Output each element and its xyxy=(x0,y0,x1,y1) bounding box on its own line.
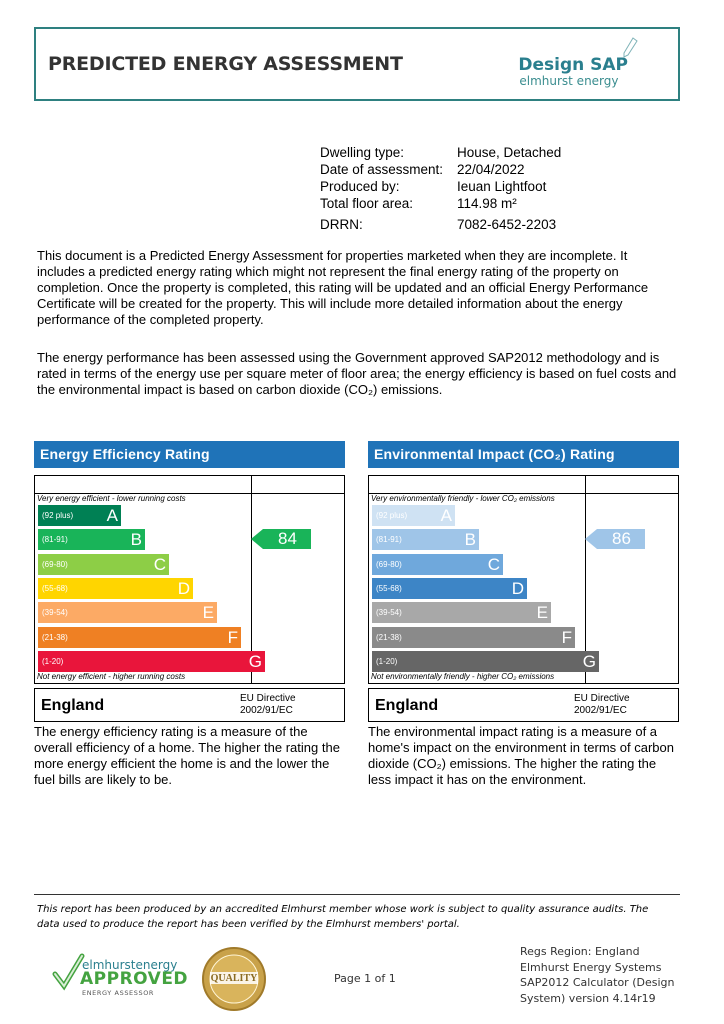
detail-row xyxy=(320,196,561,213)
band-f xyxy=(372,627,575,648)
band-letter: A xyxy=(106,506,118,525)
band-letter: F xyxy=(227,627,238,647)
band-letter: E xyxy=(536,603,548,623)
page-number: Page 1 of 1 xyxy=(334,972,396,985)
regs-line: System) version 4.14r19 xyxy=(520,991,656,1005)
detail-value: Ieuan Lightfoot xyxy=(457,179,547,194)
band-letter: B xyxy=(464,530,476,550)
directive-line: 2002/91/EC xyxy=(574,705,627,716)
band-range: (39-54) xyxy=(42,608,68,618)
detail-row xyxy=(320,162,561,179)
detail-value: 114.98 m² xyxy=(457,196,517,211)
environmental-impact-panel xyxy=(368,441,679,788)
detail-label: Dwelling type: xyxy=(320,145,405,160)
band-letter: E xyxy=(202,603,214,623)
env-directive xyxy=(574,693,630,717)
band-range: (69-80) xyxy=(42,559,68,569)
page-title: PREDICTED ENERGY ASSESSMENT xyxy=(48,53,403,75)
energy-rating-chart xyxy=(34,475,345,684)
band-range: (55-68) xyxy=(376,583,402,593)
methodology-paragraph: The energy performance has been assessed using the Government approved SAP2012 methodology and is rated in terms of the energy use per square meter of floor area; the energy efficiency is based on fuel costs and the environmental impact is based on carbon dioxide (CO₂) emissions. xyxy=(37,350,677,397)
detail-value: House, Detached xyxy=(457,145,562,160)
band-g xyxy=(38,651,265,672)
band-letter: D xyxy=(177,578,190,598)
band-letter: A xyxy=(440,506,452,525)
logo-sub-text: elmhurst energy xyxy=(519,74,619,88)
env-footer-box xyxy=(368,688,679,722)
detail-row xyxy=(320,179,561,196)
directive-line: EU Directive xyxy=(574,693,630,704)
band-d xyxy=(372,578,527,599)
env-description: The environmental impact rating is a measure of a home's impact on the environment in terms of carbon dioxide (CO₂) emissions. The higher the rating the less impact it has on the environment. xyxy=(368,724,674,787)
energy-rating-value: 84 xyxy=(278,529,297,549)
band-range: (92 plus) xyxy=(376,511,408,520)
env-rating-arrow xyxy=(585,529,645,549)
band-a xyxy=(38,505,121,526)
energy-country: England xyxy=(41,697,105,714)
energy-description: The energy efficiency rating is a measure of the overall efficiency of a home. The higher the rating the more energy efficient the home is and the lower the fuel bills are likely to be. xyxy=(34,724,340,787)
band-range: (21-38) xyxy=(376,632,402,642)
detail-row xyxy=(320,217,561,234)
regs-line: SAP2012 Calculator (Design xyxy=(520,976,675,989)
env-note-top: Very environmentally friendly - lower CO₂ emissions xyxy=(371,494,555,503)
directive-line: EU Directive xyxy=(240,693,296,704)
regs-line: Regs Region: England xyxy=(520,945,640,958)
band-range: (81-91) xyxy=(376,535,402,545)
detail-label: Total floor area: xyxy=(320,196,414,211)
footer-disclaimer: This report has been produced by an accredited Elmhurst member whose work is subject to quality assurance audits. The data used to produce the report has been verified by the Elmhurst members' portal. xyxy=(37,904,649,930)
regs-info xyxy=(520,944,680,1006)
band-letter: C xyxy=(487,554,500,574)
detail-label: DRRN: xyxy=(320,217,363,232)
approved-assessor-logo xyxy=(52,952,190,998)
band-a xyxy=(372,505,455,526)
band-letter: D xyxy=(511,578,524,598)
env-rating-chart xyxy=(368,475,679,684)
energy-panel-title: Energy Efficiency Rating xyxy=(34,441,345,468)
dwelling-details xyxy=(320,145,561,234)
regs-line: Elmhurst Energy Systems xyxy=(520,960,662,974)
env-note-bottom: Not environmentally friendly - higher CO₂ emissions xyxy=(371,672,555,681)
directive-line: 2002/91/EC xyxy=(240,705,293,716)
header-banner xyxy=(34,27,680,101)
detail-row xyxy=(320,145,561,162)
band-b xyxy=(372,529,479,550)
detail-value: 7082-6452-2203 xyxy=(457,217,557,232)
logo-main-text: Design SAP xyxy=(518,55,628,75)
band-e xyxy=(372,602,551,623)
seal-text: QUALITY xyxy=(210,973,258,984)
intro-paragraph: This document is a Predicted Energy Assessment for properties marketed when they are incomplete. It includes a predicted energy rating which might not represent the final energy rating of the property on completion. Once the property is completed, this rating will be updated and an official Energy Performance Certificate will be created for the property. This will include more detailed information about the energy performance of the completed property. xyxy=(37,248,649,327)
band-g xyxy=(372,651,599,672)
energy-efficiency-panel xyxy=(34,441,345,788)
band-letter: G xyxy=(582,651,596,671)
band-range: (21-38) xyxy=(42,632,68,642)
band-range: (39-54) xyxy=(376,608,402,618)
energy-footer-box xyxy=(34,688,345,722)
detail-value: 22/04/2022 xyxy=(457,162,525,177)
energy-directive xyxy=(240,693,296,717)
band-f xyxy=(38,627,241,648)
detail-label: Date of assessment: xyxy=(320,162,444,177)
band-c xyxy=(38,554,169,575)
approved-text: APPROVED xyxy=(80,969,189,989)
env-panel-title: Environmental Impact (CO₂) Rating xyxy=(368,441,679,468)
approved-sub: ENERGY ASSESSOR xyxy=(82,989,155,997)
band-range: (69-80) xyxy=(376,559,402,569)
quality-promise-seal-icon xyxy=(201,946,267,1012)
approved-brand: elmhurstenergy xyxy=(82,958,178,972)
detail-label: Produced by: xyxy=(320,179,400,194)
band-b xyxy=(38,529,145,550)
band-range: (55-68) xyxy=(42,583,68,593)
band-letter: B xyxy=(130,530,142,550)
energy-note-bottom: Not energy efficient - higher running costs xyxy=(37,672,186,681)
band-letter: F xyxy=(561,627,572,647)
design-sap-logo xyxy=(518,55,628,88)
band-c xyxy=(372,554,503,575)
energy-rating-arrow xyxy=(251,529,311,549)
band-range: (1-20) xyxy=(376,656,398,666)
band-letter: G xyxy=(248,651,262,671)
band-range: (1-20) xyxy=(42,656,64,666)
band-e xyxy=(38,602,217,623)
env-country: England xyxy=(375,697,439,714)
band-d xyxy=(38,578,193,599)
band-range: (92 plus) xyxy=(42,511,74,520)
footer-divider xyxy=(34,894,680,895)
env-rating-value: 86 xyxy=(612,529,631,549)
band-letter: C xyxy=(153,554,166,574)
energy-note-top: Very energy efficient - lower running costs xyxy=(37,494,186,503)
band-range: (81-91) xyxy=(42,535,68,545)
pen-icon xyxy=(622,37,638,59)
